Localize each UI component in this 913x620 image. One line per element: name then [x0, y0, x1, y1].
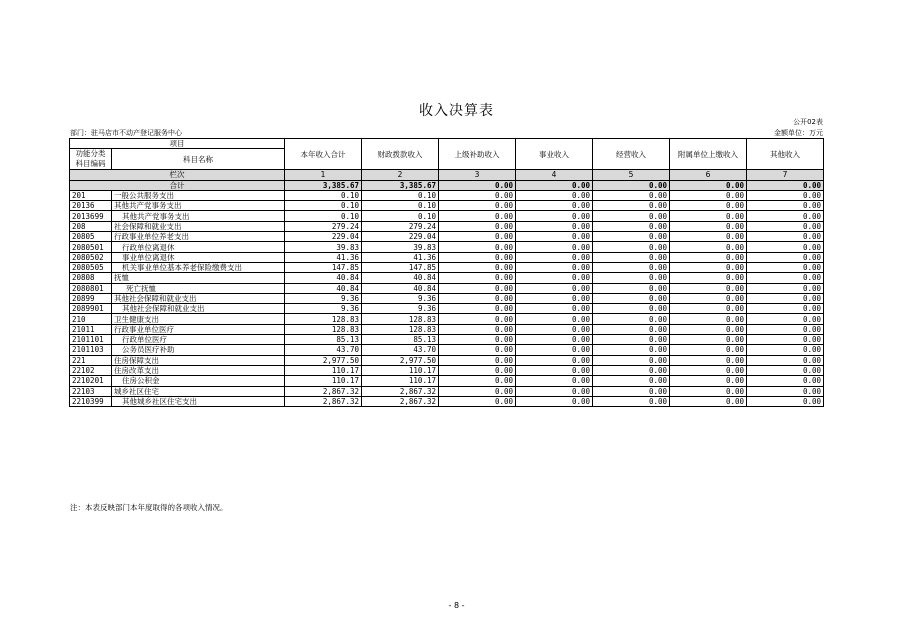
total-value: 0.00	[439, 180, 516, 190]
amount-cell: 0.00	[747, 355, 824, 365]
amount-cell: 0.00	[439, 252, 516, 262]
amount-cell: 2,867.32	[285, 396, 362, 406]
amount-unit-label: 金额单位：万元	[774, 129, 823, 137]
subject-name-cell: 其他共产党事务支出	[112, 201, 285, 211]
amount-cell: 0.00	[439, 386, 516, 396]
func-code-cell: 20808	[70, 273, 112, 283]
func-code-cell: 2210201	[70, 376, 112, 386]
amount-cell: 0.00	[516, 304, 593, 314]
col7-header: 其他收入	[747, 139, 824, 170]
amount-cell: 0.00	[516, 262, 593, 272]
amount-cell: 0.00	[747, 314, 824, 324]
amount-cell: 41.36	[362, 252, 439, 262]
amount-cell: 0.00	[439, 293, 516, 303]
total-value: 3,385.67	[285, 180, 362, 190]
amount-cell: 0.00	[593, 252, 670, 262]
amount-cell: 9.36	[362, 304, 439, 314]
amount-cell: 0.00	[670, 190, 747, 200]
amount-cell: 2,867.32	[362, 396, 439, 406]
amount-cell: 40.84	[285, 283, 362, 293]
table-row	[70, 252, 824, 262]
func-code-cell: 2080502	[70, 252, 112, 262]
page-number: - 8 -	[448, 601, 465, 610]
column-number: 7	[747, 170, 824, 180]
amount-cell: 0.00	[670, 314, 747, 324]
total-value: 0.00	[747, 180, 824, 190]
amount-cell: 9.36	[285, 304, 362, 314]
column-number: 1	[285, 170, 362, 180]
subject-name-cell: 其他共产党事务支出	[112, 211, 285, 221]
table-row	[70, 211, 824, 221]
amount-cell: 0.00	[747, 335, 824, 345]
table-row	[70, 365, 824, 375]
subject-name-cell: 住房改革支出	[112, 365, 285, 375]
amount-cell: 0.00	[747, 283, 824, 293]
func-code-cell: 22102	[70, 365, 112, 375]
col6-header: 附属单位上缴收入	[670, 139, 747, 170]
total-value: 0.00	[593, 180, 670, 190]
amount-cell: 128.83	[362, 314, 439, 324]
income-table	[69, 138, 824, 407]
func-code-cell: 21011	[70, 324, 112, 334]
table-row	[70, 201, 824, 211]
amount-cell: 0.10	[362, 201, 439, 211]
amount-cell: 0.00	[516, 232, 593, 242]
amount-cell: 0.00	[439, 232, 516, 242]
amount-cell: 0.00	[670, 335, 747, 345]
table-row	[70, 242, 824, 252]
amount-cell: 0.00	[516, 273, 593, 283]
col1-header: 本年收入合计	[285, 139, 362, 170]
table-row	[70, 355, 824, 365]
amount-cell: 0.00	[593, 232, 670, 242]
amount-cell: 0.00	[747, 345, 824, 355]
department-label: 部门：驻马店市不动产登记服务中心	[70, 129, 182, 137]
amount-cell: 9.36	[362, 293, 439, 303]
amount-cell: 229.04	[285, 232, 362, 242]
subject-name-cell: 机关事业单位基本养老保险缴费支出	[112, 262, 285, 272]
amount-cell: 0.00	[593, 345, 670, 355]
amount-cell: 0.00	[670, 365, 747, 375]
subject-name-cell: 卫生健康支出	[112, 314, 285, 324]
func-code-cell: 2080505	[70, 262, 112, 272]
func-code-cell: 201	[70, 190, 112, 200]
subject-name-cell: 事业单位离退休	[112, 252, 285, 262]
amount-cell: 128.83	[285, 324, 362, 334]
table-row	[70, 324, 824, 334]
amount-cell: 0.00	[670, 211, 747, 221]
table-row	[70, 293, 824, 303]
total-value: 0.00	[516, 180, 593, 190]
amount-cell: 0.00	[593, 314, 670, 324]
amount-cell: 0.10	[362, 190, 439, 200]
amount-cell: 0.10	[285, 190, 362, 200]
amount-cell: 0.00	[747, 190, 824, 200]
amount-cell: 0.00	[516, 365, 593, 375]
amount-cell: 85.13	[285, 335, 362, 345]
amount-cell: 0.00	[670, 273, 747, 283]
subject-name-cell: 其他社会保障和就业支出	[112, 293, 285, 303]
amount-cell: 0.00	[516, 376, 593, 386]
amount-cell: 0.00	[593, 324, 670, 334]
column-number: 6	[670, 170, 747, 180]
amount-cell: 0.10	[362, 211, 439, 221]
amount-cell: 0.00	[593, 190, 670, 200]
subject-name-cell: 行政单位医疗	[112, 335, 285, 345]
amount-cell: 0.00	[439, 345, 516, 355]
amount-cell: 0.00	[747, 252, 824, 262]
table-row	[70, 273, 824, 283]
amount-cell: 0.00	[516, 355, 593, 365]
amount-cell: 0.00	[670, 221, 747, 231]
amount-cell: 0.10	[285, 211, 362, 221]
func-code-cell: 221	[70, 355, 112, 365]
amount-cell: 0.00	[439, 355, 516, 365]
amount-cell: 0.00	[593, 221, 670, 231]
amount-cell: 0.00	[593, 355, 670, 365]
amount-cell: 0.00	[439, 221, 516, 231]
amount-cell: 2,977.50	[285, 355, 362, 365]
amount-cell: 110.17	[285, 376, 362, 386]
column-number: 4	[516, 170, 593, 180]
col5-header: 经营收入	[593, 139, 670, 170]
amount-cell: 0.00	[516, 345, 593, 355]
amount-cell: 0.00	[747, 293, 824, 303]
amount-cell: 85.13	[362, 335, 439, 345]
amount-cell: 0.00	[747, 242, 824, 252]
amount-cell: 2,867.32	[362, 386, 439, 396]
subject-name-cell: 社会保障和就业支出	[112, 221, 285, 231]
func-code-header: 功能分类科目编码	[70, 149, 112, 170]
column-number-row	[70, 170, 824, 180]
table-row	[70, 335, 824, 345]
amount-cell: 0.00	[593, 293, 670, 303]
table-row	[70, 304, 824, 314]
amount-cell: 110.17	[285, 365, 362, 375]
amount-cell: 40.84	[285, 273, 362, 283]
amount-cell: 39.83	[362, 242, 439, 252]
amount-cell: 0.00	[670, 232, 747, 242]
table-row	[70, 221, 824, 231]
subject-name-cell: 其他城乡社区住宅支出	[112, 396, 285, 406]
amount-cell: 2,977.50	[362, 355, 439, 365]
amount-cell: 0.00	[439, 304, 516, 314]
subject-name-cell: 一般公共服务支出	[112, 190, 285, 200]
amount-cell: 279.24	[362, 221, 439, 231]
subject-name-cell: 公务员医疗补助	[112, 345, 285, 355]
amount-cell: 0.00	[670, 324, 747, 334]
amount-cell: 0.00	[516, 314, 593, 324]
amount-cell: 0.00	[670, 293, 747, 303]
amount-cell: 0.00	[439, 242, 516, 252]
amount-cell: 0.00	[670, 386, 747, 396]
amount-cell: 0.00	[593, 273, 670, 283]
subject-name-cell: 其他社会保障和就业支出	[112, 304, 285, 314]
func-code-cell: 20899	[70, 293, 112, 303]
amount-cell: 0.00	[747, 273, 824, 283]
amount-cell: 40.84	[362, 283, 439, 293]
amount-cell: 0.00	[516, 283, 593, 293]
column-number-label: 栏次	[70, 170, 285, 180]
amount-cell: 147.85	[285, 262, 362, 272]
table-row	[70, 345, 824, 355]
func-code-cell: 2080501	[70, 242, 112, 252]
amount-cell: 0.00	[593, 386, 670, 396]
table-row	[70, 190, 824, 200]
amount-cell: 147.85	[362, 262, 439, 272]
amount-cell: 0.00	[439, 273, 516, 283]
func-code-cell: 2089901	[70, 304, 112, 314]
subject-name-cell: 行政事业单位养老支出	[112, 232, 285, 242]
amount-cell: 0.00	[516, 201, 593, 211]
subject-name-cell: 行政事业单位医疗	[112, 324, 285, 334]
table-row	[70, 283, 824, 293]
func-code-cell: 2101101	[70, 335, 112, 345]
amount-cell: 0.00	[593, 242, 670, 252]
func-code-cell: 2101103	[70, 345, 112, 355]
amount-cell: 0.00	[593, 283, 670, 293]
subject-name-cell: 行政单位离退休	[112, 242, 285, 252]
table-row	[70, 232, 824, 242]
amount-cell: 0.00	[747, 221, 824, 231]
amount-cell: 43.70	[285, 345, 362, 355]
amount-cell: 0.00	[516, 252, 593, 262]
amount-cell: 0.00	[516, 396, 593, 406]
amount-cell: 0.00	[670, 252, 747, 262]
item-group-header: 项目	[70, 139, 285, 149]
amount-cell: 0.00	[593, 376, 670, 386]
amount-cell: 0.00	[747, 324, 824, 334]
amount-cell: 0.00	[593, 304, 670, 314]
table-row	[70, 314, 824, 324]
amount-cell: 0.00	[593, 365, 670, 375]
amount-cell: 0.00	[516, 221, 593, 231]
func-code-cell: 208	[70, 221, 112, 231]
subject-name-header: 科目名称	[112, 149, 285, 170]
amount-cell: 0.00	[593, 211, 670, 221]
amount-cell: 0.00	[439, 324, 516, 334]
col4-header: 事业收入	[516, 139, 593, 170]
total-value: 0.00	[670, 180, 747, 190]
amount-cell: 229.04	[362, 232, 439, 242]
amount-cell: 0.00	[747, 201, 824, 211]
amount-cell: 0.00	[439, 335, 516, 345]
func-code-cell: 2013699	[70, 211, 112, 221]
total-row	[70, 180, 824, 190]
amount-cell: 0.00	[439, 211, 516, 221]
col3-header: 上级补助收入	[439, 139, 516, 170]
amount-cell: 0.00	[439, 396, 516, 406]
amount-cell: 0.00	[516, 190, 593, 200]
amount-cell: 0.00	[516, 335, 593, 345]
col2-header: 财政拨款收入	[362, 139, 439, 170]
column-number: 3	[439, 170, 516, 180]
amount-cell: 0.10	[285, 201, 362, 211]
subject-name-cell: 住房公积金	[112, 376, 285, 386]
amount-cell: 2,867.32	[285, 386, 362, 396]
amount-cell: 0.00	[439, 262, 516, 272]
amount-cell: 0.00	[593, 396, 670, 406]
amount-cell: 128.83	[362, 324, 439, 334]
amount-cell: 0.00	[439, 283, 516, 293]
amount-cell: 40.84	[362, 273, 439, 283]
amount-cell: 0.00	[439, 190, 516, 200]
amount-cell: 0.00	[747, 232, 824, 242]
table-row	[70, 376, 824, 386]
column-number: 5	[593, 170, 670, 180]
amount-cell: 0.00	[670, 283, 747, 293]
table-row	[70, 386, 824, 396]
amount-cell: 0.00	[670, 304, 747, 314]
amount-cell: 0.00	[747, 376, 824, 386]
amount-cell: 279.24	[285, 221, 362, 231]
amount-cell: 0.00	[516, 324, 593, 334]
amount-cell: 0.00	[670, 242, 747, 252]
amount-cell: 110.17	[362, 365, 439, 375]
func-code-cell: 20805	[70, 232, 112, 242]
func-code-cell: 22103	[70, 386, 112, 396]
amount-cell: 43.70	[362, 345, 439, 355]
amount-cell: 0.00	[593, 201, 670, 211]
amount-cell: 0.00	[516, 242, 593, 252]
amount-cell: 0.00	[439, 201, 516, 211]
table-row	[70, 262, 824, 272]
subject-name-cell: 城乡社区住宅	[112, 386, 285, 396]
amount-cell: 128.83	[285, 314, 362, 324]
amount-cell: 41.36	[285, 252, 362, 262]
amount-cell: 0.00	[747, 304, 824, 314]
total-value: 3,385.67	[362, 180, 439, 190]
amount-cell: 0.00	[670, 345, 747, 355]
subject-name-cell: 抚恤	[112, 273, 285, 283]
amount-cell: 39.83	[285, 242, 362, 252]
amount-cell: 0.00	[670, 262, 747, 272]
amount-cell: 0.00	[747, 365, 824, 375]
amount-cell: 0.00	[747, 386, 824, 396]
amount-cell: 0.00	[670, 396, 747, 406]
amount-cell: 0.00	[516, 293, 593, 303]
form-number: 公开02表	[793, 118, 823, 126]
subject-name-cell: 住房保障支出	[112, 355, 285, 365]
amount-cell: 110.17	[362, 376, 439, 386]
amount-cell: 0.00	[593, 335, 670, 345]
amount-cell: 0.00	[516, 386, 593, 396]
amount-cell: 0.00	[670, 376, 747, 386]
amount-cell: 0.00	[516, 211, 593, 221]
amount-cell: 0.00	[439, 376, 516, 386]
total-label: 合计	[70, 180, 285, 190]
amount-cell: 0.00	[439, 314, 516, 324]
column-number: 2	[362, 170, 439, 180]
table-row	[70, 396, 824, 406]
table-note: 注：本表反映部门本年度取得的各项收入情况。	[70, 503, 228, 512]
amount-cell: 9.36	[285, 293, 362, 303]
amount-cell: 0.00	[747, 396, 824, 406]
subject-name-cell: 死亡抚恤	[112, 283, 285, 293]
func-code-cell: 2080801	[70, 283, 112, 293]
amount-cell: 0.00	[439, 365, 516, 375]
amount-cell: 0.00	[593, 262, 670, 272]
amount-cell: 0.00	[747, 211, 824, 221]
func-code-cell: 210	[70, 314, 112, 324]
func-code-cell: 2210399	[70, 396, 112, 406]
amount-cell: 0.00	[670, 355, 747, 365]
func-code-cell: 20136	[70, 201, 112, 211]
amount-cell: 0.00	[670, 201, 747, 211]
report-title: 收入决算表	[419, 103, 494, 119]
amount-cell: 0.00	[747, 262, 824, 272]
